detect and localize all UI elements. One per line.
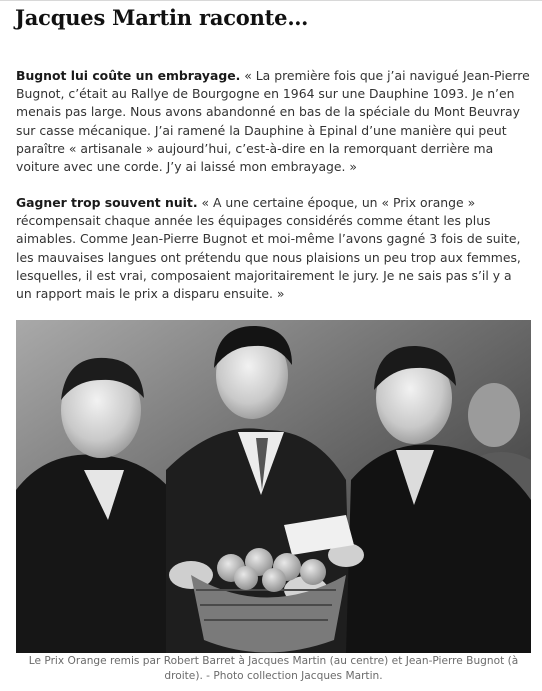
- photo-illustration: [16, 320, 531, 653]
- article-title: Jacques Martin raconte…: [15, 5, 309, 30]
- paragraph-text: « La première fois que j’ai navigué Jean-Pierre Bugnot, c’était au Rallye de Bourgogne en 1964 sur une Dauphine 1093. Je n’en menais pas large. Nous avons abandonné en bas de la spéciale du Mont Beuvray sur casse mécanique. J’ai ramené la Dauphine à Epinal d’une manière qui peut paraître « artisanale » aujourd’hui, c’est-à-dire en la remorquant derrière ma voiture avec une corde. J’y ai laissé mon embrayage. »: [16, 68, 530, 175]
- paragraph-embrayage: [16, 67, 531, 176]
- paragraph-prix-orange: [16, 194, 531, 303]
- top-divider: [0, 0, 542, 1]
- paragraph-text: « A une certaine époque, un « Prix orange » récompensait chaque année les équipages considérés comme étant les plus aimables. Comme Jean-Pierre Bugnot et moi-même l’avons gagné 3 fois de suite, les mauvaises langues ont prétendu que nous plaisions un peu trop aux femmes, lesquelles, il est vrai, composaient majoritairement le jury. Je ne sais pas s’il y a un rapport mais le prix a disparu ensuite. »: [16, 195, 521, 302]
- paragraph-lead: Bugnot lui coûte un embrayage.: [16, 68, 241, 83]
- photo-caption: Le Prix Orange remis par Robert Barret à Jacques Martin (au centre) et Jean-Pierre Bugnot (à droite). - Photo collection Jacques Martin.: [28, 655, 519, 682]
- paragraph-lead: Gagner trop souvent nuit.: [16, 195, 198, 210]
- article-photo: [16, 320, 531, 653]
